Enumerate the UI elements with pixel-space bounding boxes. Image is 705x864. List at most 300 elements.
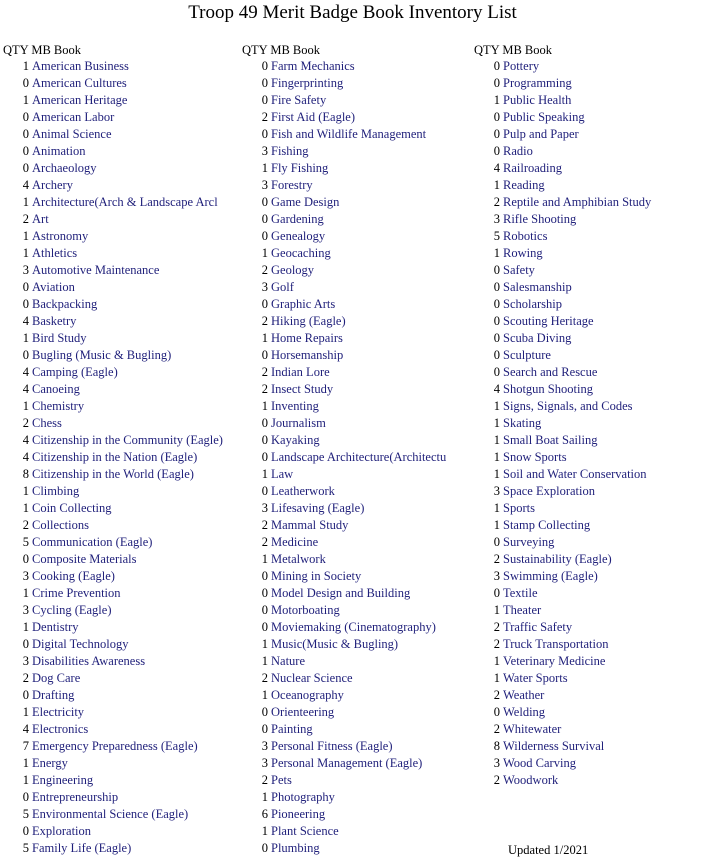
book-quantity: 8	[22, 467, 29, 481]
book-title: Graphic Arts	[271, 297, 336, 311]
book-quantity: 1	[22, 705, 29, 719]
book-quantity: 2	[261, 382, 268, 396]
inventory-row	[3, 721, 231, 738]
inventory-row	[3, 296, 231, 313]
inventory-row	[3, 313, 231, 330]
book-title: Scuba Diving	[503, 331, 572, 345]
book-quantity: 1	[22, 246, 29, 260]
book-title: Citizenship in the Community (Eagle)	[32, 433, 223, 447]
book-title: Electronics	[32, 722, 89, 736]
book-quantity: 0	[22, 280, 29, 294]
book-quantity: 0	[493, 59, 500, 73]
inventory-row	[3, 483, 231, 500]
book-quantity: 0	[261, 620, 268, 634]
inventory-row	[3, 364, 231, 381]
inventory-row	[3, 806, 231, 823]
book-header: MB Book	[31, 43, 82, 57]
inventory-row	[242, 92, 464, 109]
book-quantity: 2	[493, 773, 500, 787]
book-quantity: 2	[261, 671, 268, 685]
book-quantity: 2	[493, 620, 500, 634]
book-title: Weather	[503, 688, 545, 702]
book-title: Archery	[32, 178, 73, 192]
inventory-row	[474, 228, 702, 245]
book-quantity: 2	[261, 263, 268, 277]
book-quantity: 1	[22, 501, 29, 515]
book-title: Drafting	[32, 688, 75, 702]
book-quantity: 3	[261, 501, 268, 515]
inventory-row	[3, 75, 231, 92]
book-title: Geocaching	[271, 246, 331, 260]
book-quantity: 1	[22, 773, 29, 787]
book-quantity: 0	[22, 790, 29, 804]
column-header	[242, 42, 464, 58]
inventory-row	[3, 789, 231, 806]
inventory-row	[242, 636, 464, 653]
book-quantity: 1	[493, 518, 500, 532]
book-quantity: 2	[22, 671, 29, 685]
inventory-row	[474, 483, 702, 500]
book-quantity: 0	[261, 93, 268, 107]
inventory-row	[3, 755, 231, 772]
inventory-row	[242, 381, 464, 398]
inventory-row	[474, 704, 702, 721]
inventory-row	[474, 687, 702, 704]
inventory-row	[474, 415, 702, 432]
book-quantity: 5	[22, 807, 29, 821]
book-quantity: 0	[261, 348, 268, 362]
book-title: Surveying	[503, 535, 555, 549]
inventory-row	[242, 823, 464, 840]
book-title: Reading	[503, 178, 545, 192]
book-quantity: 1	[22, 756, 29, 770]
book-quantity: 1	[261, 654, 268, 668]
book-title: Plumbing	[271, 841, 320, 855]
inventory-row	[474, 636, 702, 653]
book-title: Public Health	[503, 93, 572, 107]
book-title: American Heritage	[32, 93, 128, 107]
book-title: Backpacking	[32, 297, 98, 311]
book-quantity: 1	[493, 603, 500, 617]
inventory-row	[474, 449, 702, 466]
book-quantity: 3	[493, 569, 500, 583]
book-title: Whitewater	[503, 722, 562, 736]
book-title: Fingerprinting	[271, 76, 344, 90]
book-quantity: 0	[261, 841, 268, 855]
updated-note: Updated 1/2021	[508, 843, 589, 857]
book-title: Leatherwork	[271, 484, 335, 498]
inventory-row	[3, 551, 231, 568]
book-title: Public Speaking	[503, 110, 585, 124]
book-title: Cycling (Eagle)	[32, 603, 112, 617]
inventory-row	[3, 347, 231, 364]
book-title: Space Exploration	[503, 484, 595, 498]
book-quantity: 1	[261, 399, 268, 413]
book-title: Welding	[503, 705, 546, 719]
inventory-row	[242, 330, 464, 347]
book-quantity: 1	[261, 331, 268, 345]
inventory-row	[474, 262, 702, 279]
book-quantity: 2	[261, 535, 268, 549]
book-quantity: 4	[22, 433, 29, 447]
book-title: Sculpture	[503, 348, 551, 362]
inventory-row	[3, 143, 231, 160]
book-title: Pottery	[503, 59, 540, 73]
inventory-row	[474, 58, 702, 75]
book-quantity: 0	[261, 722, 268, 736]
book-title: Mining in Society	[271, 569, 362, 583]
book-title: Cooking (Eagle)	[32, 569, 115, 583]
book-title: American Cultures	[32, 76, 127, 90]
inventory-row	[3, 534, 231, 551]
book-title: Aviation	[32, 280, 75, 294]
inventory-row	[3, 177, 231, 194]
book-title: Reptile and Amphibian Study	[503, 195, 652, 209]
inventory-row	[3, 585, 231, 602]
book-title: Home Repairs	[271, 331, 343, 345]
book-title: Chemistry	[32, 399, 85, 413]
book-quantity: 0	[261, 603, 268, 617]
book-header: MB Book	[502, 43, 553, 57]
book-quantity: 1	[493, 399, 500, 413]
inventory-row	[474, 432, 702, 449]
book-quantity: 0	[261, 297, 268, 311]
book-quantity: 1	[493, 501, 500, 515]
book-quantity: 4	[22, 178, 29, 192]
inventory-column-2	[242, 42, 464, 857]
inventory-row	[242, 58, 464, 75]
book-title: Search and Rescue	[503, 365, 598, 379]
book-quantity: 3	[22, 603, 29, 617]
book-title: Shotgun Shooting	[503, 382, 593, 396]
book-title: Architecture(Arch & Landscape Arcl	[32, 195, 218, 209]
inventory-row	[242, 177, 464, 194]
inventory-row	[474, 738, 702, 755]
book-quantity: 8	[493, 739, 500, 753]
book-title: Robotics	[503, 229, 548, 243]
inventory-row	[242, 772, 464, 789]
inventory-row	[242, 534, 464, 551]
inventory-row	[242, 602, 464, 619]
inventory-row	[474, 517, 702, 534]
book-title: Communication (Eagle)	[32, 535, 153, 549]
book-title: Railroading	[503, 161, 563, 175]
book-quantity: 0	[261, 569, 268, 583]
book-quantity: 3	[493, 484, 500, 498]
book-quantity: 0	[493, 144, 500, 158]
book-title: Emergency Preparedness (Eagle)	[32, 739, 198, 753]
book-title: Art	[32, 212, 49, 226]
book-quantity: 0	[22, 127, 29, 141]
book-quantity: 2	[261, 365, 268, 379]
book-quantity: 0	[261, 195, 268, 209]
book-quantity: 1	[261, 824, 268, 838]
book-quantity: 0	[493, 535, 500, 549]
inventory-row	[242, 398, 464, 415]
book-quantity: 0	[493, 348, 500, 362]
inventory-row	[474, 245, 702, 262]
book-quantity: 0	[493, 314, 500, 328]
book-quantity: 1	[493, 416, 500, 430]
book-quantity: 0	[261, 212, 268, 226]
inventory-row	[242, 840, 464, 857]
inventory-row	[3, 738, 231, 755]
inventory-row	[242, 585, 464, 602]
inventory-row	[474, 279, 702, 296]
book-quantity: 0	[261, 586, 268, 600]
book-title: Personal Management (Eagle)	[271, 756, 423, 770]
book-quantity: 1	[22, 93, 29, 107]
book-title: Exploration	[32, 824, 92, 838]
book-title: Indian Lore	[271, 365, 330, 379]
column-header	[3, 42, 231, 58]
book-title: Snow Sports	[503, 450, 567, 464]
book-quantity: 2	[493, 195, 500, 209]
book-quantity: 1	[22, 586, 29, 600]
inventory-row	[3, 517, 231, 534]
book-quantity: 0	[493, 705, 500, 719]
inventory-row	[3, 398, 231, 415]
book-title: Wilderness Survival	[503, 739, 605, 753]
book-title: Metalwork	[271, 552, 326, 566]
inventory-row	[242, 755, 464, 772]
inventory-row	[3, 228, 231, 245]
book-title: Photography	[271, 790, 335, 804]
inventory-row	[474, 551, 702, 568]
inventory-row	[242, 653, 464, 670]
book-quantity: 2	[261, 773, 268, 787]
book-title: Collections	[32, 518, 89, 532]
book-quantity: 1	[493, 467, 500, 481]
inventory-row	[3, 823, 231, 840]
book-header: MB Book	[270, 43, 321, 57]
book-quantity: 0	[22, 552, 29, 566]
book-title: Music(Music & Bugling)	[271, 637, 399, 651]
inventory-row	[474, 398, 702, 415]
inventory-row	[242, 211, 464, 228]
inventory-row	[242, 364, 464, 381]
book-title: First Aid (Eagle)	[271, 110, 356, 124]
book-title: Engineering	[32, 773, 94, 787]
inventory-row	[242, 160, 464, 177]
book-quantity: 5	[22, 535, 29, 549]
inventory-row	[242, 551, 464, 568]
book-quantity: 0	[493, 263, 500, 277]
inventory-row	[242, 466, 464, 483]
book-quantity: 3	[261, 144, 268, 158]
book-title: Crime Prevention	[32, 586, 121, 600]
inventory-row	[242, 687, 464, 704]
book-title: Traffic Safety	[503, 620, 573, 634]
inventory-row	[242, 568, 464, 585]
book-title: Climbing	[32, 484, 80, 498]
inventory-row	[3, 109, 231, 126]
book-quantity: 1	[22, 229, 29, 243]
book-title: Medicine	[271, 535, 319, 549]
inventory-row	[474, 364, 702, 381]
book-title: Fish and Wildlife Management	[271, 127, 427, 141]
book-title: Moviemaking (Cinematography)	[271, 620, 436, 634]
inventory-row	[3, 381, 231, 398]
book-title: Orienteering	[271, 705, 335, 719]
book-quantity: 4	[22, 382, 29, 396]
book-quantity: 0	[493, 331, 500, 345]
book-quantity: 1	[261, 688, 268, 702]
book-title: Insect Study	[271, 382, 334, 396]
book-quantity: 0	[22, 144, 29, 158]
inventory-row	[242, 194, 464, 211]
book-title: American Labor	[32, 110, 115, 124]
inventory-row	[242, 75, 464, 92]
inventory-row	[242, 143, 464, 160]
book-quantity: 0	[493, 297, 500, 311]
inventory-row	[474, 296, 702, 313]
book-title: Wood Carving	[503, 756, 576, 770]
book-quantity: 0	[22, 110, 29, 124]
book-quantity: 2	[493, 637, 500, 651]
book-quantity: 3	[261, 280, 268, 294]
book-quantity: 0	[493, 110, 500, 124]
book-title: Coin Collecting	[32, 501, 112, 515]
inventory-row	[474, 585, 702, 602]
page-title: Troop 49 Merit Badge Book Inventory List	[188, 2, 517, 23]
book-title: Fishing	[271, 144, 309, 158]
book-title: Gardening	[271, 212, 324, 226]
inventory-row	[474, 772, 702, 789]
book-quantity: 1	[261, 246, 268, 260]
book-quantity: 1	[22, 59, 29, 73]
book-quantity: 2	[493, 688, 500, 702]
inventory-row	[242, 670, 464, 687]
book-quantity: 1	[261, 161, 268, 175]
inventory-row	[3, 92, 231, 109]
book-title: Athletics	[32, 246, 78, 260]
inventory-column-1	[3, 42, 231, 857]
book-quantity: 0	[22, 637, 29, 651]
book-title: Farm Mechanics	[271, 59, 355, 73]
book-title: Plant Science	[271, 824, 339, 838]
book-quantity: 0	[261, 416, 268, 430]
book-title: Mammal Study	[271, 518, 349, 532]
book-quantity: 2	[261, 518, 268, 532]
book-quantity: 4	[22, 365, 29, 379]
book-title: Composite Materials	[32, 552, 137, 566]
inventory-row	[242, 347, 464, 364]
book-quantity: 2	[22, 518, 29, 532]
column-header	[474, 42, 702, 58]
book-quantity: 0	[22, 348, 29, 362]
book-quantity: 4	[493, 161, 500, 175]
inventory-row	[3, 194, 231, 211]
book-quantity: 0	[22, 297, 29, 311]
book-quantity: 0	[22, 76, 29, 90]
book-quantity: 0	[261, 705, 268, 719]
book-quantity: 1	[22, 331, 29, 345]
book-quantity: 1	[493, 178, 500, 192]
book-title: Safety	[503, 263, 535, 277]
book-title: Nuclear Science	[271, 671, 353, 685]
inventory-row	[474, 313, 702, 330]
book-quantity: 3	[261, 739, 268, 753]
inventory-row	[242, 228, 464, 245]
book-quantity: 0	[493, 127, 500, 141]
inventory-row	[242, 262, 464, 279]
inventory-row	[3, 772, 231, 789]
book-title: Pioneering	[271, 807, 326, 821]
inventory-row	[3, 449, 231, 466]
book-quantity: 3	[261, 756, 268, 770]
book-title: Landscape Architecture(Architectu	[271, 450, 447, 464]
book-title: Pets	[271, 773, 292, 787]
book-quantity: 2	[261, 314, 268, 328]
book-title: Camping (Eagle)	[32, 365, 118, 379]
book-quantity: 0	[261, 127, 268, 141]
book-title: Programming	[503, 76, 572, 90]
inventory-row	[474, 670, 702, 687]
book-quantity: 3	[493, 756, 500, 770]
inventory-row	[474, 126, 702, 143]
book-title: Genealogy	[271, 229, 326, 243]
book-title: Scholarship	[503, 297, 563, 311]
inventory-row	[3, 160, 231, 177]
book-quantity: 7	[22, 739, 29, 753]
inventory-row	[3, 211, 231, 228]
inventory-row	[3, 670, 231, 687]
inventory-row	[474, 92, 702, 109]
book-title: Stamp Collecting	[503, 518, 591, 532]
book-quantity: 0	[261, 59, 268, 73]
book-title: Scouting Heritage	[503, 314, 594, 328]
book-quantity: 4	[22, 722, 29, 736]
inventory-row	[242, 449, 464, 466]
book-title: Soil and Water Conservation	[503, 467, 647, 481]
inventory-row	[474, 330, 702, 347]
book-quantity: 2	[261, 110, 268, 124]
book-title: Veterinary Medicine	[503, 654, 606, 668]
book-title: Sustainability (Eagle)	[503, 552, 612, 566]
book-title: Canoeing	[32, 382, 80, 396]
inventory-row	[242, 415, 464, 432]
book-quantity: 1	[493, 450, 500, 464]
inventory-row	[474, 619, 702, 636]
book-quantity: 1	[22, 399, 29, 413]
book-quantity: 0	[261, 484, 268, 498]
book-quantity: 1	[493, 433, 500, 447]
book-title: Energy	[32, 756, 68, 770]
book-title: Kayaking	[271, 433, 320, 447]
inventory-row	[474, 143, 702, 160]
book-quantity: 0	[22, 688, 29, 702]
book-title: Woodwork	[503, 773, 559, 787]
book-title: Environmental Science (Eagle)	[32, 807, 189, 821]
book-title: Dog Care	[32, 671, 81, 685]
inventory-row	[474, 160, 702, 177]
book-quantity: 1	[261, 790, 268, 804]
inventory-row	[474, 109, 702, 126]
inventory-row	[474, 653, 702, 670]
book-title: Horsemanship	[271, 348, 344, 362]
book-title: Bird Study	[32, 331, 87, 345]
book-quantity: 1	[22, 195, 29, 209]
book-title: Pulp and Paper	[503, 127, 579, 141]
book-quantity: 0	[493, 586, 500, 600]
book-title: Forestry	[271, 178, 313, 192]
inventory-row	[3, 126, 231, 143]
book-quantity: 2	[22, 416, 29, 430]
book-title: Archaeology	[32, 161, 97, 175]
book-title: Radio	[503, 144, 533, 158]
book-quantity: 1	[493, 671, 500, 685]
